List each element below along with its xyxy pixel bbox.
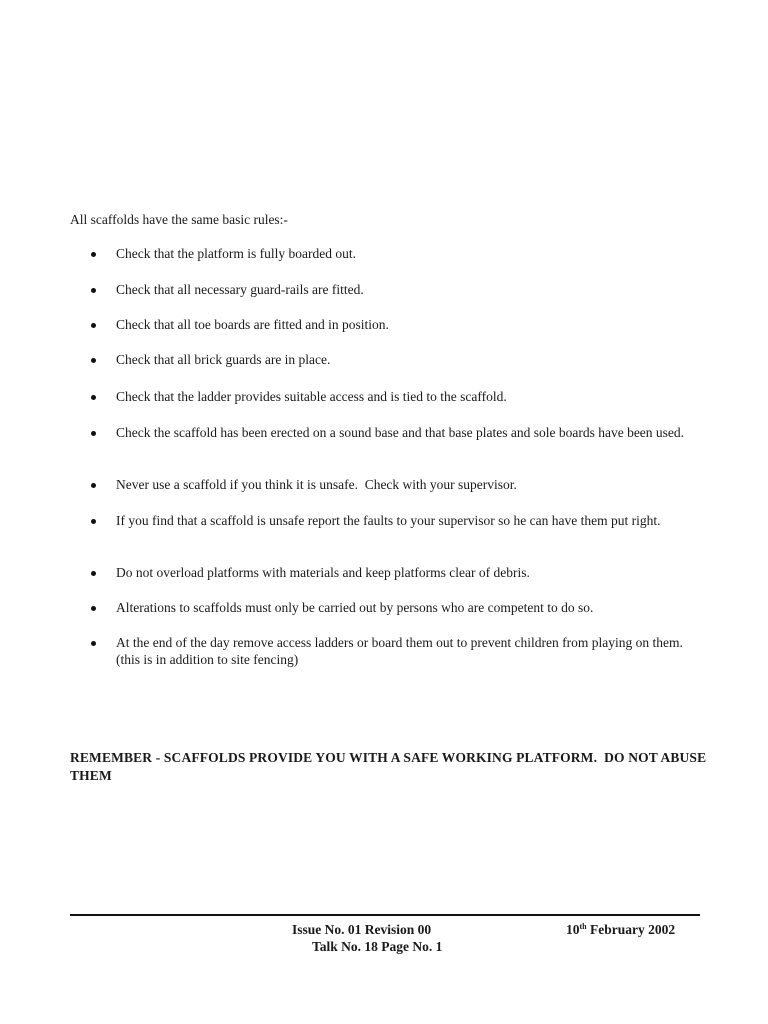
rule-text: Alterations to scaffolds must only be carried out by persons who are competent to do so. (116, 600, 594, 615)
footer-date-suffix: th (579, 922, 587, 931)
bullet-icon (91, 252, 96, 257)
rule-text: Check the scaffold has been erected on a sound base and that base plates and sole boards have been used. (116, 425, 685, 440)
footer-date-day: 10 (566, 922, 580, 937)
bullet-icon (91, 323, 96, 328)
rule-text: Check that all brick guards are in place. (116, 352, 331, 367)
bullet-icon (91, 519, 96, 524)
bullet-icon (91, 288, 96, 293)
rule-text: Never use a scaffold if you think it is unsafe. Check with your supervisor. (116, 477, 517, 492)
bullet-icon (91, 571, 96, 576)
rule-text: Do not overload platforms with materials and keep platforms clear of debris. (116, 565, 530, 580)
rule-text: At the end of the day remove access ladders or board them out to prevent children from playing on them. (this is in addition to site fencing) (116, 635, 683, 667)
bullet-icon (91, 641, 96, 646)
rule-text: Check that all toe boards are fitted and in position. (116, 317, 389, 332)
intro-text: All scaffolds have the same basic rules:- (70, 212, 288, 227)
rule-text: Check that all necessary guard-rails are fitted. (116, 282, 364, 297)
rule-text: If you find that a scaffold is unsafe report the faults to your supervisor so he can have them put right. (116, 513, 661, 528)
bullet-icon (91, 431, 96, 436)
remember-warning: REMEMBER - SCAFFOLDS PROVIDE YOU WITH A SAFE WORKING PLATFORM. DO NOT ABUSE THEM (70, 750, 710, 783)
footer-divider (70, 914, 700, 916)
rule-text: Check that the platform is fully boarded out. (116, 246, 356, 261)
footer-date (566, 921, 675, 938)
bullet-icon (91, 358, 96, 363)
footer-date-rest: February 2002 (586, 922, 676, 937)
footer-issue: Issue No. 01 Revision 00 (292, 922, 432, 937)
rule-text: Check that the ladder provides suitable access and is tied to the scaffold. (116, 389, 507, 404)
footer-talk: Talk No. 18 Page No. 1 (312, 939, 443, 954)
bullet-icon (91, 395, 96, 400)
bullet-icon (91, 606, 96, 611)
bullet-icon (91, 483, 96, 488)
